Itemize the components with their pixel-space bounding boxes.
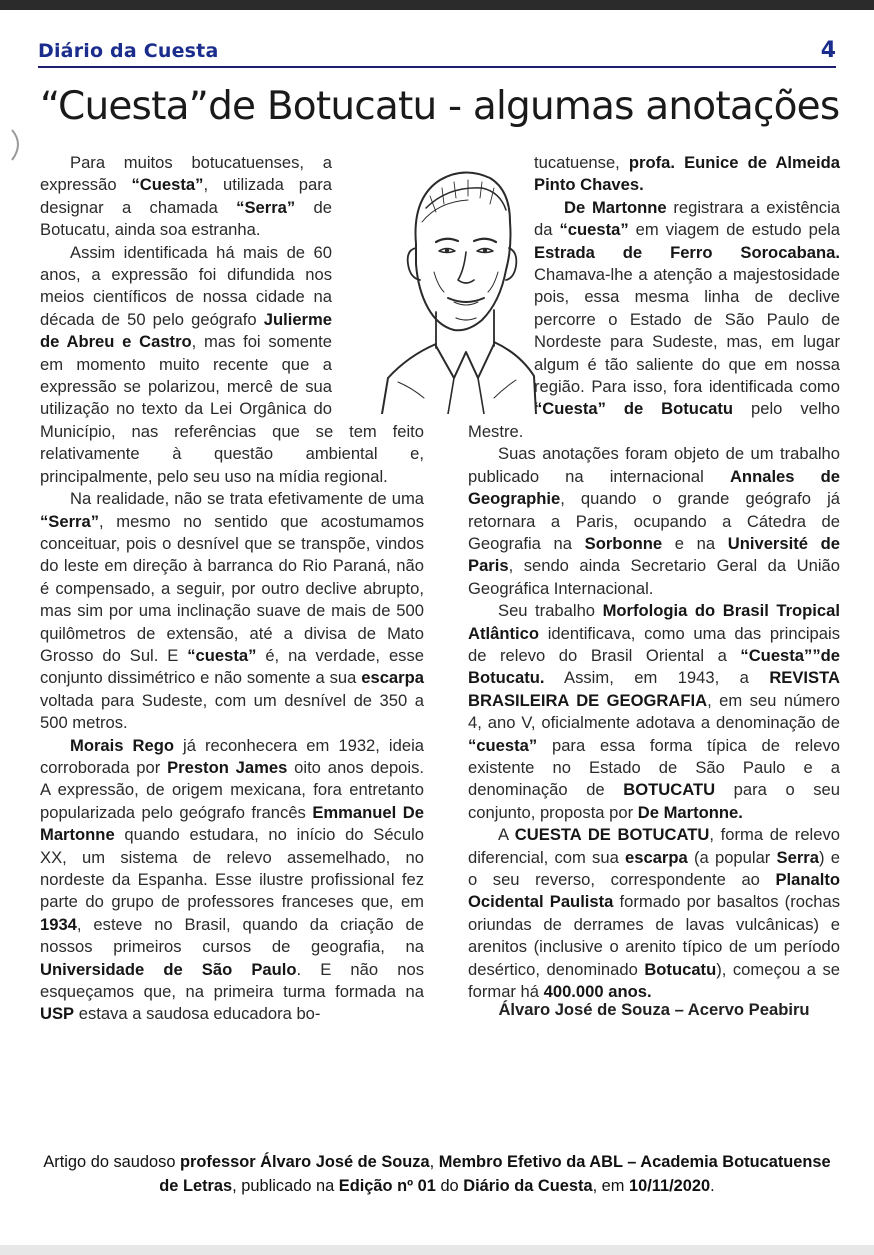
text-run: de Botucatu, ainda soa estranha. [40, 197, 332, 240]
text-run: quando estudara, no início do Século XX, um sistema de relevo assemelhado, no nordeste da Espanha. Esse ilustre profissional fez parte do grupo de professores franceses que, em [40, 825, 424, 912]
bold-text-run: escarpa [625, 847, 688, 867]
bold-text-run: Membro Efetivo da ABL – Academia Botucatuense de Letras [159, 1153, 831, 1195]
bold-text-run: Morfologia do Brasil Tropical Atlântico [468, 601, 840, 643]
text-run: , quando o grande geógrafo já retornara a Paris, ocupando a Cátedra de Geografia na [468, 489, 840, 553]
text-run: Artigo do saudoso [43, 1153, 181, 1171]
page-number: 4 [820, 38, 836, 63]
bold-text-run: Estrada de Ferro Sorocabana. [534, 242, 840, 262]
article-column-left [40, 152, 424, 1026]
bold-text-run: “Serra” [236, 197, 296, 217]
text-run: , em [592, 1177, 630, 1195]
text-run: Suas anotações foram objeto de um trabalho publicado na internacional [468, 444, 840, 486]
text-run: Assim, em 1943, a [544, 668, 770, 688]
text-run: identificava, como uma das principais de relevo do Brasil Oriental a [468, 623, 840, 665]
bold-text-run: escarpa [361, 668, 424, 688]
masthead [38, 38, 836, 68]
bold-text-run: Planalto Ocidental Paulista [468, 870, 840, 912]
bold-text-run: “Cuesta” de Botucatu [534, 399, 734, 419]
bold-text-run: “cuesta” [559, 220, 629, 240]
bold-text-run: “Serra” [40, 511, 100, 531]
text-run: A [498, 825, 515, 845]
text-run: estava a saudosa educadora bo- [74, 1004, 321, 1024]
bold-text-run: De Martonne [564, 197, 667, 217]
bold-text-run: REVISTA BRASILEIRA DE GEOGRAFIA [468, 668, 840, 710]
bold-text-run: professor Álvaro José de Souza [180, 1153, 430, 1171]
text-run: ) e o seu reverso, correspondente ao [468, 847, 840, 889]
bold-text-run: “cuesta” [468, 735, 538, 755]
bold-text-run: De Martonne. [637, 802, 743, 822]
article-paragraph [468, 600, 840, 824]
text-run: Na realidade, não se trata efetivamente de uma [70, 489, 424, 509]
text-run: , em seu número 4, ano V, oficialmente adotava a denominação de [468, 690, 840, 733]
text-run: , publicado na [232, 1177, 339, 1195]
article-paragraph [40, 735, 424, 1026]
bold-text-run: 10/11/2020 [629, 1177, 711, 1195]
bold-text-run: Sorbonne [584, 533, 663, 553]
article-paragraph [468, 824, 840, 1003]
text-run: Seu trabalho [498, 601, 603, 621]
article-paragraph [468, 443, 840, 600]
bold-text-run: Serra [776, 847, 819, 867]
text-run: Chamava-lhe a atenção a majestosidade pois, essa mesma linha de declive percorre o Estado de São Paulo de Nordeste para Sudeste, mas, em lugar algum é tão saliente do que em nossa região. Para isso, fora identificada como [534, 265, 840, 397]
text-run: já reconhecera em 1932, ideia corroborada por [40, 735, 424, 777]
bold-text-run: 1934 [40, 914, 77, 934]
text-run: , utilizada para designar a chamada [40, 175, 332, 217]
text-run: voltada para Sudeste, com um desnível de 350 a 500 metros. [40, 690, 424, 733]
bold-text-run: 400.000 anos. [543, 982, 652, 1002]
bold-text-run: Université de Paris [468, 533, 840, 576]
text-run: é, na verdade, esse conjunto dissimétrico e não somente a sua [40, 645, 424, 688]
bold-text-run: Emmanuel De Martonne [40, 802, 424, 845]
author-portrait-illustration [378, 152, 538, 414]
text-run: , mas foi somente em momento muito recente que a expressão se polarizou, mercê de sua utilização no texto da Lei Orgânica do Município, nas referências que se tem feito relativamente à questão ambiental e, principalmente, pelo seu uso na mídia regional. [40, 332, 424, 486]
text-run: tucatuense, [534, 153, 629, 172]
article-headline: “Cuesta”de Botucatu - algumas anotações [40, 84, 840, 129]
text-run: , sendo ainda Secretario Geral da União Geográfica Internacional. [468, 556, 840, 598]
bold-text-run: Julierme de Abreu e Castro [40, 309, 332, 352]
page-caption [40, 1150, 834, 1198]
bold-text-run: “cuesta” [187, 645, 257, 665]
bold-text-run: Annales de Geographie [468, 466, 840, 509]
article-byline: Álvaro José de Souza – Acervo Peabiru [498, 1000, 810, 1019]
bold-text-run: Universidade de São Paulo [40, 959, 297, 979]
bold-text-run: Morais Rego [70, 735, 175, 755]
bold-text-run: profa. Eunice de Almeida Pinto Chaves. [534, 153, 840, 195]
text-run: oito anos depois. A expressão, de origem mexicana, fora entretanto popularizada pelo geógrafo francês [40, 757, 425, 822]
text-run: , esteve no Brasil, quando da criação de nossos primeiros cursos de geografia, na [40, 914, 424, 957]
text-run: . [710, 1177, 715, 1195]
newspaper-name: Diário da Cuesta [38, 40, 219, 62]
text-run: (a popular [687, 847, 777, 867]
bold-text-run: Edição nº 01 [338, 1177, 436, 1195]
bold-text-run: USP [40, 1004, 75, 1024]
bold-text-run: Botucatu [644, 959, 717, 979]
text-run: , forma de relevo diferencial, com sua [468, 825, 841, 867]
text-run: , mesmo no sentido que acostumamos conceituar, pois o desnível que se transpõe, vindos do leste em direção à barranca do Rio Paraná, não é compensado, a seguir, por outro declive abrupto, mas sim por uma inclinação suave de mais de 500 quilômetros de extensão, até a divisa de Mato Grosso do Sul. E [40, 511, 424, 665]
bold-text-run: “Cuesta” [131, 175, 204, 195]
bold-text-run: Preston James [167, 757, 288, 777]
bold-text-run: CUESTA DE BOTUCATU [514, 825, 710, 845]
text-run: e na [662, 533, 728, 553]
bold-text-run: Diário da Cuesta [463, 1177, 593, 1195]
text-run: Para muitos botucatuenses, a expressão [40, 153, 332, 195]
bold-text-run: BOTUCATU [623, 780, 716, 800]
text-run: , [429, 1153, 439, 1171]
text-run: em viagem de estudo pela [628, 220, 840, 240]
text-run: ), começou a se formar há [468, 959, 840, 1002]
text-run: do [435, 1177, 464, 1195]
article-paragraph [40, 488, 424, 734]
text-run: para o seu conjunto, proposta por [468, 780, 840, 822]
text-run: registrara a existência da [534, 197, 840, 240]
top-border [0, 0, 874, 10]
bottom-border [0, 1245, 874, 1255]
margin-curl-mark [6, 126, 26, 166]
text-run: para essa forma típica de relevo existente no Estado de São Paulo e a denominação de [468, 735, 840, 800]
text-run: Assim identificada há mais de 60 anos, a expressão foi difundida nos meios científicos de nossa cidade na década de 50 pelo geógrafo [40, 242, 332, 329]
text-run: pelo velho Mestre. [468, 399, 840, 441]
text-run: . E não nos esqueçamos que, na primeira turma formada na [40, 959, 424, 1002]
text-run: formado por basaltos (rochas oriundas de derrames de lavas vulcânicas) e arenitos (inclusive o arenito típico de um período desértico, denominado [468, 892, 841, 979]
bold-text-run: “Cuesta””de Botucatu. [468, 645, 840, 688]
